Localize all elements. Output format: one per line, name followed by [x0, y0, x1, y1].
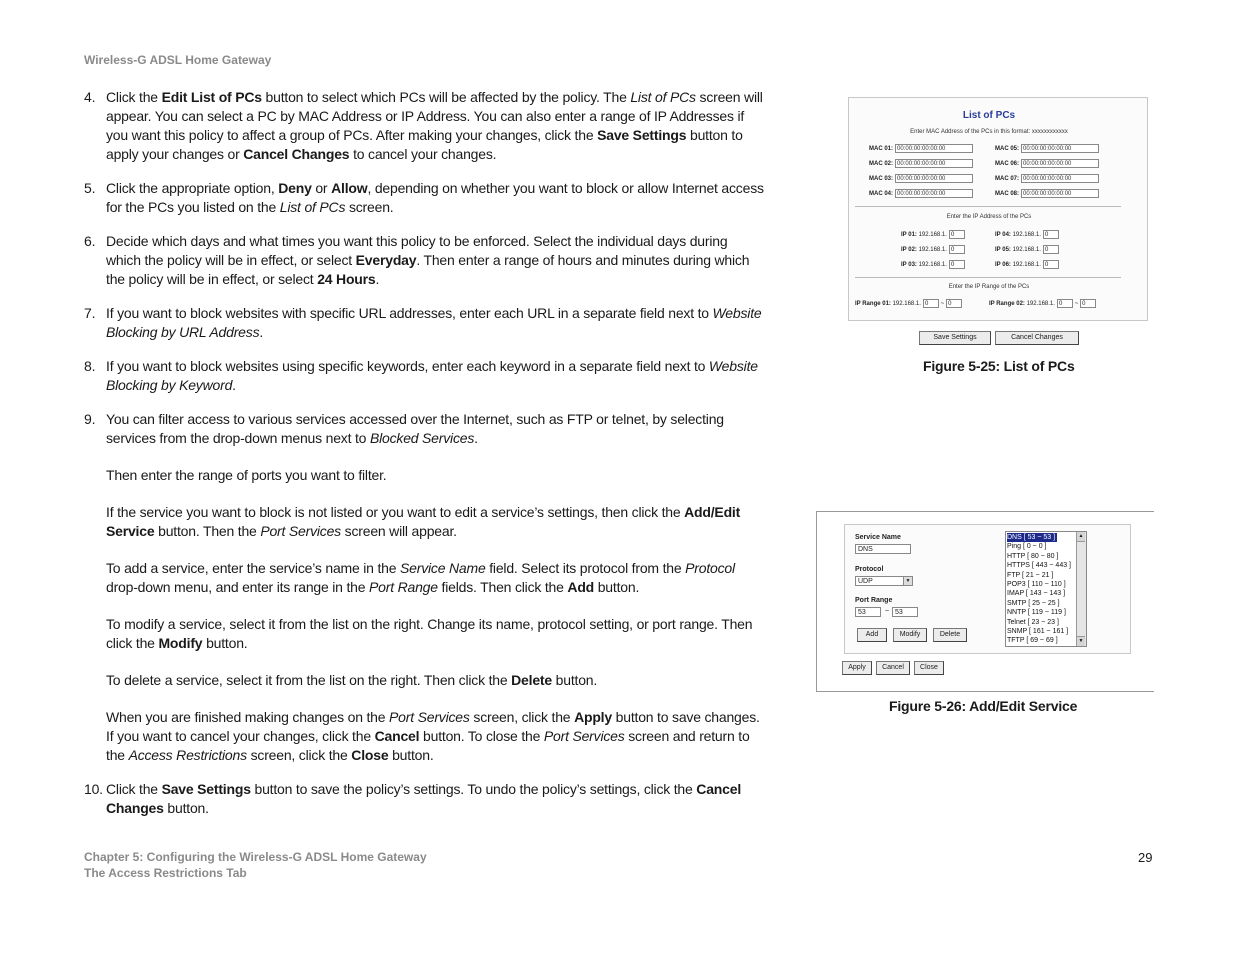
bold-term: Allow: [331, 180, 368, 196]
delete-button[interactable]: Delete: [933, 628, 967, 642]
step-paragraph: [106, 232, 764, 289]
page-header: Wireless-G ADSL Home Gateway: [84, 53, 272, 67]
apply-button[interactable]: Apply: [842, 661, 872, 675]
step-paragraph: [106, 503, 764, 541]
ip-05-row: IP 05: 192.168.1. 0: [995, 245, 1059, 254]
step-paragraph: [106, 780, 764, 818]
mac-07-row: MAC 07: 00:00:00:00:00:00: [995, 174, 1099, 183]
ip-04-row: IP 04: 192.168.1. 0: [995, 230, 1059, 239]
step-paragraph: [106, 304, 764, 342]
figure-5-25-caption: Figure 5-25: List of PCs: [923, 358, 1075, 374]
text-run: button.: [163, 800, 209, 816]
step-number: 9.: [84, 411, 96, 427]
mac-05-row: MAC 05: 00:00:00:00:00:00: [995, 144, 1099, 153]
step-paragraph: [106, 466, 764, 485]
text-run: button.: [202, 635, 248, 651]
italic-term: Blocked Services: [369, 430, 475, 446]
port-services-panel: [844, 524, 1131, 654]
text-run: .: [375, 271, 380, 287]
step-item: [84, 232, 764, 289]
protocol-selected-value: UDP: [858, 578, 873, 585]
italic-term: Port Services: [389, 709, 470, 725]
text-run: . Then enter a range of hours and minutes during which the policy will be in effect, or select: [106, 252, 750, 287]
ip-02-row: IP 02: 192.168.1. 0: [901, 245, 965, 254]
text-run: .: [232, 377, 236, 393]
text-run: button.: [551, 672, 598, 688]
service-name-label: Service Name: [855, 534, 901, 541]
text-run: .: [259, 324, 264, 340]
mac-06-field[interactable]: 00:00:00:00:00:00: [1021, 159, 1099, 168]
text-run: screen.: [345, 199, 394, 215]
footer-chapter: Chapter 5: Configuring the Wireless-G ADSL Home Gateway: [84, 850, 427, 864]
mac-01-row: MAC 01: 00:00:00:00:00:00: [869, 144, 973, 153]
bold-term: Save Settings: [161, 781, 251, 797]
mac-08-row: MAC 08: 00:00:00:00:00:00: [995, 189, 1099, 198]
save-settings-button[interactable]: Save Settings: [919, 331, 991, 345]
text-run: Decide which days and what times you want this policy to be enforced. Select the individual days during which the policy will be in effect, or select: [106, 233, 728, 268]
cancel-button[interactable]: Cancel: [876, 661, 910, 675]
text-run: fields. Then click the: [437, 579, 568, 595]
figure-add-edit-service: [816, 511, 1154, 692]
bold-term: Edit List of PCs: [161, 89, 262, 105]
italic-term: List of PCs: [279, 199, 346, 215]
ip-05-field[interactable]: 0: [1043, 245, 1059, 254]
text-run: button.: [388, 747, 434, 763]
mac-07-field[interactable]: 00:00:00:00:00:00: [1021, 174, 1099, 183]
text-run: or: [311, 180, 332, 196]
step-paragraph: [106, 559, 764, 597]
mac-04-row: MAC 04: 00:00:00:00:00:00: [869, 189, 973, 198]
ip-03-field[interactable]: 0: [949, 260, 965, 269]
text-run: screen and return to the: [106, 728, 750, 763]
text-run: If the service you want to block is not listed or you want to edit a service’s settings, then click the: [106, 504, 685, 520]
text-run: button to save the policy’s settings. To undo the policy’s settings, click the: [250, 781, 697, 797]
text-run: To modify a service, select it from the list on the right. Change its name, protocol setting, or port range. Then click the: [106, 616, 753, 651]
mac-05-field[interactable]: 00:00:00:00:00:00: [1021, 144, 1099, 153]
ip-range-01-to[interactable]: 0: [946, 299, 962, 308]
step-number: 5.: [84, 180, 96, 196]
text-run: Then enter the range of ports you want to filter.: [106, 467, 387, 483]
ip-03-row: IP 03: 192.168.1. 0: [901, 260, 965, 269]
italic-term: Website Blocking by Keyword: [106, 358, 758, 393]
ip-range-note: Enter the IP Range of the PCs: [948, 284, 1030, 290]
bold-term: Close: [351, 747, 389, 763]
italic-term: Port Services: [260, 523, 341, 539]
footer-section: The Access Restrictions Tab: [84, 866, 247, 880]
bold-term: 24 Hours: [317, 271, 376, 287]
bold-term: Add/Edit Service: [106, 504, 741, 539]
port-range-separator: ~: [885, 608, 890, 615]
step-item: [84, 88, 764, 164]
ip-address-note: Enter the IP Address of the PCs: [946, 214, 1032, 220]
text-run: You can filter access to various services accessed over the Internet, such as FTP or telnet, by selecting services from the drop-down menus next to: [106, 411, 724, 446]
dropdown-arrow-icon: ▼: [903, 577, 912, 585]
add-button[interactable]: Add: [857, 628, 887, 642]
step-item: [84, 780, 764, 818]
ip-range-02-to[interactable]: 0: [1080, 299, 1096, 308]
ip-01-row: IP 01: 192.168.1. 0: [901, 230, 965, 239]
text-run: drop-down menu, and enter its range in the: [106, 579, 370, 595]
bold-term: Modify: [158, 635, 203, 651]
service-list-item[interactable]: POP3 [ 110 ~ 110 ]: [1007, 581, 1066, 588]
step-item: [84, 357, 764, 395]
service-list-item[interactable]: HTTP [ 80 ~ 80 ]: [1007, 552, 1059, 560]
text-run: field. Select its protocol from the: [485, 560, 686, 576]
step-number: 6.: [84, 233, 96, 249]
step-number: 7.: [84, 305, 96, 321]
mac-02-field[interactable]: 00:00:00:00:00:00: [895, 159, 973, 168]
bold-term: Delete: [511, 672, 552, 688]
step-number: 4.: [84, 89, 96, 105]
port-range-label: Port Range: [855, 597, 893, 604]
text-run: button.: [594, 579, 640, 595]
step-paragraph: [106, 179, 764, 217]
services-listbox[interactable]: [1005, 531, 1087, 647]
text-run: When you are finished making changes on the: [106, 709, 390, 725]
close-button[interactable]: Close: [914, 661, 944, 675]
protocol-select[interactable]: [855, 576, 913, 586]
text-run: , depending on whether you want to block or allow Internet access for the PCs you listed on the: [106, 180, 764, 215]
text-run: button to save changes. If you want to cancel your changes, click the: [106, 709, 760, 744]
scroll-down-icon[interactable]: ▼: [1078, 638, 1084, 644]
mac-03-field[interactable]: 00:00:00:00:00:00: [895, 174, 973, 183]
italic-term: Protocol: [685, 560, 735, 576]
modify-button[interactable]: Modify: [893, 628, 927, 642]
text-run: To delete a service, select it from the list on the right. Then click the: [106, 672, 512, 688]
listbox-scrollbar[interactable]: [1076, 532, 1086, 646]
service-list-item[interactable]: IMAP [ 143 ~ 143 ]: [1007, 590, 1066, 598]
divider: [855, 277, 1121, 278]
italic-term: Service Name: [400, 560, 486, 576]
text-run: If you want to block websites with specific URL addresses, enter each URL in a separate field next to: [106, 305, 713, 321]
list-of-pcs-title: List of PCs: [962, 110, 1016, 121]
cancel-changes-button[interactable]: Cancel Changes: [995, 331, 1079, 345]
step-paragraph: [106, 671, 764, 690]
mac-03-row: MAC 03: 00:00:00:00:00:00: [869, 174, 973, 183]
bold-term: Apply: [574, 709, 612, 725]
text-run: Click the: [106, 89, 162, 105]
text-run: If you want to block websites using specific keywords, enter each keyword in a separate field next to: [106, 358, 709, 374]
ip-range-02-from[interactable]: 0: [1057, 299, 1073, 308]
service-name-input[interactable]: DNS: [855, 544, 911, 554]
service-list-item[interactable]: Ping [ 0 ~ 0 ]: [1007, 543, 1047, 551]
port-range-to-input[interactable]: 53: [892, 607, 918, 617]
italic-term: Access Restrictions: [128, 747, 247, 763]
text-run: .: [474, 430, 478, 446]
figure-5-26-caption: Figure 5-26: Add/Edit Service: [889, 698, 1078, 714]
bold-term: Deny: [278, 180, 312, 196]
text-run: button. To close the: [419, 728, 544, 744]
step-paragraph: [106, 615, 764, 653]
mac-06-row: MAC 06: 00:00:00:00:00:00: [995, 159, 1099, 168]
ip-range-01-row: IP Range 01: 192.168.1. 0 ~ 0: [855, 299, 962, 308]
scroll-up-icon[interactable]: ▲: [1077, 532, 1085, 542]
service-list-item[interactable]: FTP [ 21 ~ 21 ]: [1007, 571, 1054, 579]
text-run: to cancel your changes.: [349, 146, 497, 162]
italic-term: Port Services: [543, 728, 625, 744]
step-paragraph: [106, 357, 764, 395]
step-item: [84, 304, 764, 342]
mac-02-row: MAC 02: 00:00:00:00:00:00: [869, 159, 973, 168]
step-paragraph: [106, 708, 764, 765]
text-run: screen will appear.: [340, 523, 457, 539]
text-run: button to apply your changes or: [106, 127, 743, 162]
text-run: Click the appropriate option,: [106, 180, 279, 196]
service-list-item[interactable]: HTTPS [ 443 ~ 443 ]: [1007, 562, 1072, 570]
service-list-item[interactable]: Telnet [ 23 ~ 23 ]: [1007, 618, 1059, 626]
divider: [855, 206, 1121, 207]
protocol-label: Protocol: [855, 566, 884, 573]
ip-01-field[interactable]: 0: [949, 230, 965, 239]
mac-01-field[interactable]: 00:00:00:00:00:00: [895, 144, 973, 153]
text-run: button to select which PCs will be affected by the policy. The: [261, 89, 631, 105]
list-of-pcs-panel: [848, 97, 1148, 321]
bold-term: Cancel Changes: [106, 781, 742, 816]
step-paragraph: [106, 410, 764, 448]
bold-term: Add: [567, 579, 595, 595]
ip-range-02-row: IP Range 02: 192.168.1. 0 ~ 0: [989, 299, 1096, 308]
text-run: button. Then the: [154, 523, 261, 539]
service-list-item[interactable]: DNS [ 53 ~ 53 ]: [1007, 534, 1056, 541]
ip-06-field[interactable]: 0: [1043, 260, 1059, 269]
port-range-from-input[interactable]: 53: [855, 607, 881, 617]
bold-term: Save Settings: [597, 127, 687, 143]
italic-term: Port Range: [369, 579, 438, 595]
step-item: [84, 410, 764, 765]
figure-list-of-pcs: [848, 97, 1148, 350]
service-list-item[interactable]: SNMP [ 161 ~ 161 ]: [1007, 628, 1069, 635]
service-list-item[interactable]: NNTP [ 119 ~ 119 ]: [1007, 609, 1066, 617]
ip-06-row: IP 06: 192.168.1. 0: [995, 260, 1059, 269]
step-number: 8.: [84, 358, 96, 374]
bold-term: Cancel: [374, 728, 420, 744]
ip-range-01-from[interactable]: 0: [923, 299, 939, 308]
text-run: To add a service, enter the service’s name in the: [106, 560, 401, 576]
ip-04-field[interactable]: 0: [1043, 230, 1059, 239]
step-number: 10.: [84, 781, 103, 797]
bold-term: Cancel Changes: [243, 146, 350, 162]
instruction-steps: [84, 88, 764, 833]
italic-term: Website Blocking by URL Address: [106, 305, 762, 340]
text-run: screen, click the: [469, 709, 575, 725]
mac-format-note: Enter MAC Address of the PCs in this format: xxxxxxxxxxxx: [910, 129, 1068, 135]
step-paragraph: [106, 88, 764, 164]
text-run: screen will appear. You can select a PC by MAC Address or IP Address. You can also enter a range of IP Addresses if you want this policy to affect a group of PCs. After making your changes, click the: [106, 89, 763, 143]
service-list-item[interactable]: TFTP [ 69 ~ 69 ]: [1007, 637, 1058, 645]
mac-04-field[interactable]: 00:00:00:00:00:00: [895, 189, 973, 198]
ip-02-field[interactable]: 0: [949, 245, 965, 254]
mac-08-field[interactable]: 00:00:00:00:00:00: [1021, 189, 1099, 198]
text-run: screen, click the: [246, 747, 352, 763]
service-list-item[interactable]: SMTP [ 25 ~ 25 ]: [1007, 599, 1060, 607]
text-run: Click the: [106, 781, 162, 797]
italic-term: List of PCs: [630, 89, 696, 105]
step-item: [84, 179, 764, 217]
page-number: 29: [1138, 850, 1153, 865]
bold-term: Everyday: [355, 252, 417, 268]
